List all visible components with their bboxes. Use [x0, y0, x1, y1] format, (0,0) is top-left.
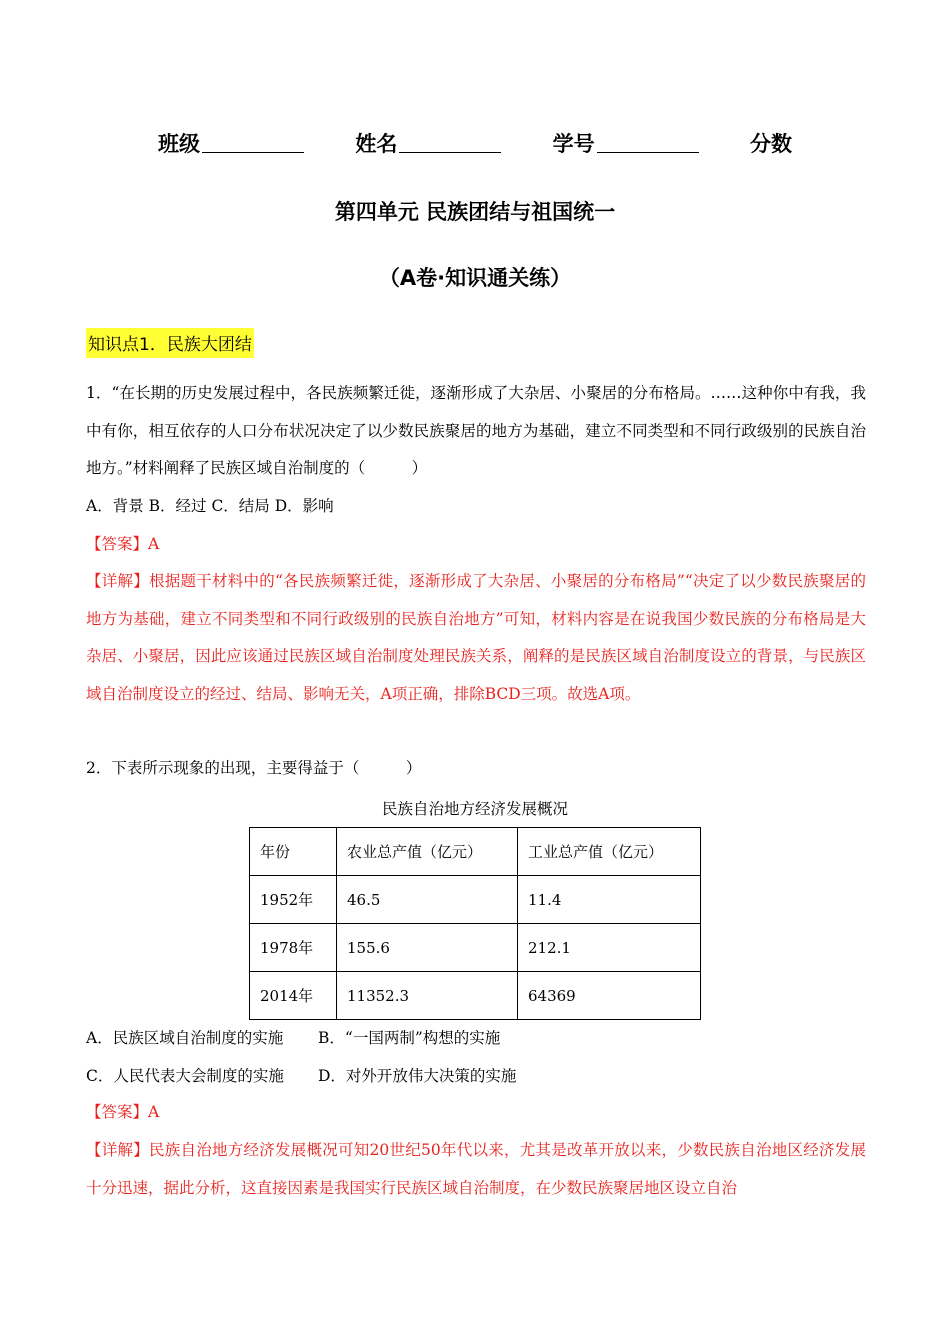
answer-value: A	[148, 535, 160, 553]
table-cell: 2014年	[250, 972, 337, 1020]
q1-stem: 1．“在长期的历史发展过程中，各民族频繁迁徙，逐渐形成了大杂居、小聚居的分布格局。……这种你中有我，我中有你，相互依存的人口分布状况决定了以少数民族聚居的地方为基础，建立不同类型和不同行政级别的民族自治地方。”材料阐释了民族区域自治制度的（ ）	[86, 384, 866, 477]
detail-text: 民族自治地方经济发展概况可知20世纪50年代以来，尤其是改革开放以来，少数民族自治地区经济发展十分迅速，据此分析，这直接因素是我国实行民族区域自治制度，在少数民族聚居地区设立自治	[86, 1141, 866, 1197]
table-cell: 212.1	[518, 924, 701, 972]
table-cell: 11.4	[518, 876, 701, 924]
table-cell: 64369	[518, 972, 701, 1020]
table-caption: 民族自治地方经济发展概况	[381, 800, 568, 818]
q2-option-a: A．民族区域自治制度的实施	[86, 1029, 284, 1047]
q2-detail	[86, 1132, 866, 1207]
table-header-row	[250, 828, 701, 876]
q2-option-c: C．人民代表大会制度的实施	[86, 1067, 284, 1085]
q2-option-b: B．“一国两制”构想的实施	[318, 1029, 501, 1047]
class-blank	[202, 134, 304, 153]
score-field: 分数	[749, 132, 792, 156]
answer-label: 【答案】	[86, 535, 149, 553]
id-field: 学号	[553, 128, 699, 158]
table-cell: 155.6	[337, 924, 518, 972]
answer-label: 【答案】	[86, 1103, 149, 1121]
unit-subtitle: （A卷·知识通关练）	[378, 266, 572, 290]
q1-detail	[86, 563, 866, 713]
q2-stem: 2．下表所示现象的出现，主要得益于（ ）	[86, 759, 422, 777]
table-cell: 11352.3	[337, 972, 518, 1020]
student-info-line	[0, 128, 950, 158]
name-field: 姓名	[355, 128, 501, 158]
id-blank	[597, 134, 699, 153]
table-header-cell: 农业总产值（亿元）	[337, 828, 518, 876]
q2-answer	[86, 1094, 866, 1132]
table-row	[250, 924, 701, 972]
economy-table	[249, 827, 701, 1020]
answer-value: A	[148, 1103, 160, 1121]
table-row	[250, 876, 701, 924]
q1-answer	[86, 526, 866, 564]
detail-text: 根据题干材料中的“各民族频繁迁徙，逐渐形成了大杂居、小聚居的分布格局”“决定了以少数民族聚居的地方为基础，建立不同类型和不同行政级别的民族自治地方”可知，材料内容是在说我国少数民族的分布格局是大杂居、小聚居，因此应该通过民族区域自治制度处理民族关系，阐释的是民族区域自治制度设立的背景，与民族区域自治制度设立的经过、结局、影响无关，A项正确，排除BCD三项。故选A项。	[86, 572, 866, 703]
q2-options-row-2	[86, 1064, 516, 1086]
name-blank	[399, 134, 501, 153]
q2-options-row-1	[86, 1026, 500, 1048]
unit-title: 第四单元 民族团结与祖国统一	[334, 200, 616, 224]
table-header-cell: 年份	[250, 828, 337, 876]
table-row	[250, 972, 701, 1020]
table-cell: 46.5	[337, 876, 518, 924]
q2-option-d: D．对外开放伟大决策的实施	[318, 1067, 517, 1085]
detail-label: 【详解】	[86, 572, 149, 590]
table-cell: 1952年	[250, 876, 337, 924]
knowledge-point-heading: 知识点1．民族大团结	[86, 328, 254, 358]
table-cell: 1978年	[250, 924, 337, 972]
class-field: 班级	[158, 128, 304, 158]
table-header-cell: 工业总产值（亿元）	[518, 828, 701, 876]
detail-label: 【详解】	[86, 1141, 150, 1159]
q1-options: A．背景 B．经过 C．结局 D．影响	[86, 497, 334, 515]
